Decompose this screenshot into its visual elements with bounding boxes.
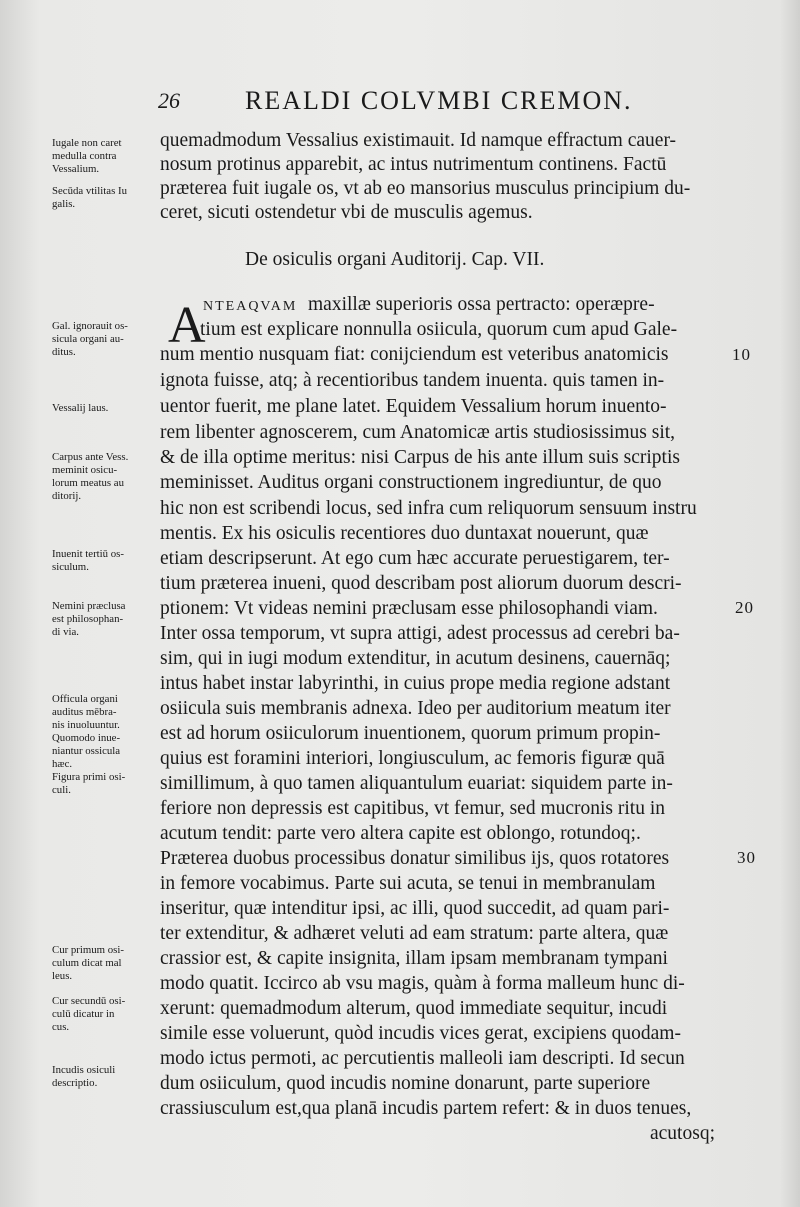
text-line: maxillæ superioris ossa pertracto: operæpre-: [308, 294, 655, 315]
margin-note: Carpus ante Vess. meminit osicu- lorum meatus au ditorij.: [52, 451, 129, 502]
text-line: est ad horum osiiculorum inuentionem, quorum primum propin-: [160, 723, 661, 744]
margin-note: Gal. ignorauit os- sicula organi au- ditus.: [52, 320, 128, 358]
text-line: feriore non depressis est capitibus, vt femur, sed mucronis ritu in: [160, 798, 666, 819]
text-line: acutum tendit: parte vero altera capite est oblongo, rotundoq;.: [160, 823, 641, 844]
text-line: ceret, sicuti ostendetur vbi de musculis agemus.: [160, 202, 533, 223]
page-header: [150, 86, 650, 122]
text-line: & de illa optime meritus: nisi Carpus de his ante illum suis scriptis: [160, 447, 680, 468]
margin-note: Iugale non caret medulla contra Vessalium.: [52, 137, 122, 175]
text-line: etiam descripserunt. At ego cum hæc accurate peruestigarem, ter-: [160, 548, 670, 569]
text-line: mentis. Ex his osiculis recentiores duo duntaxat nouerunt, quæ: [160, 523, 649, 544]
line-number: 20: [735, 598, 754, 617]
text-line: præterea fuit iugale os, vt ab eo mansorius musculus principium du-: [160, 178, 691, 199]
text-line: nosum protinus apparebit, ac intus nutrimentum continens. Factū: [160, 154, 667, 175]
text-line: hic non est scribendi locus, sed infra cum reliquorum sensuum instru: [160, 498, 697, 519]
text-line: intus habet instar labyrinthi, in cuius prope media regione adstant: [160, 673, 671, 694]
text-line: tium est explicare nonnulla osiicula, quorum cum apud Gale-: [200, 319, 678, 340]
text-line: simillimum, à quo tamen aliquantulum euariat: siquidem parte in-: [160, 773, 673, 794]
text-line: quemadmodum Vessalius existimauit. Id namque effractum cauer-: [160, 130, 677, 151]
margin-note: Cur secundū osi- culū dicatur in cus.: [52, 995, 126, 1033]
margin-note: Secūda vtilitas Iu galis.: [52, 185, 127, 210]
first-word-smallcaps: NTEAQVAM: [203, 299, 298, 314]
drop-capital: A: [168, 297, 206, 354]
catchword: acutosq;: [650, 1123, 715, 1144]
text-line: crassior est, & capite insignita, illam ipsam membranam tympani: [160, 948, 668, 969]
margin-note: Vessalij laus.: [52, 402, 109, 414]
margin-note: Nemini præclusa est philosophan- di via.: [52, 600, 126, 638]
text-line: uentor fuerit, me plane latet. Equidem Vessalium horum inuento-: [160, 396, 667, 417]
text-line: simile esse voluerunt, quòd incudis vices gerat, excipiens quodam-: [160, 1023, 681, 1044]
text-line: xerunt: quemadmodum alterum, quod immediate sequitur, incudi: [160, 998, 668, 1019]
margin-note: Incudis osiculi descriptio.: [52, 1064, 116, 1089]
text-line: osiicula suis membranis adnexa. Ideo per auditorium meatum iter: [160, 698, 671, 719]
chapter-heading: De osiculis organi Auditorij. Cap. VII.: [245, 249, 545, 270]
margin-note: Officula organi auditus mēbra- nis inuoluuntur. Quomodo inue- niantur ossicula hæc. Figura primi osi- culi.: [52, 693, 126, 796]
text-line: tium præterea inueni, quod describam post aliorum duorum descri-: [160, 573, 682, 594]
line-number: 30: [737, 848, 756, 867]
text-line: ter extenditur, & adhæret veluti ad eam stratum: parte altera, quæ: [160, 923, 669, 944]
text-line: Inter ossa temporum, vt supra attigi, adest processus ad cerebri ba-: [160, 623, 680, 644]
text-line: in femore vocabimus. Parte sui acuta, se tenui in membranulam: [160, 873, 656, 894]
text-line: ptionem: Vt videas nemini præclusam esse philosophandi viam.: [160, 598, 658, 619]
text-line: sim, qui in iugi modum extenditur, in acutum desinens, cauernāq;: [160, 648, 671, 669]
running-title: REALDI COLVMBI CREMON.: [245, 86, 633, 115]
margin-note: Inuenit tertiū os- siculum.: [52, 548, 124, 573]
text-line: quius est foramini interiori, longiusculum, ac femoris figuræ quā: [160, 748, 665, 769]
text-line: num mentio nusquam fiat: conijciendum est veteribus anatomicis: [160, 344, 669, 365]
text-line: meminisset. Auditus organi constructionem ingrediuntur, de quo: [160, 472, 662, 493]
line-number: 10: [732, 345, 751, 364]
text-line: modo ictus permoti, ac percutientis malleoli iam descripti. Id secun: [160, 1048, 685, 1069]
page-number: 26: [158, 88, 180, 113]
text-line: inseritur, quæ intenditur ipsi, ac illi, quod succedit, ad quam pari-: [160, 898, 670, 919]
text-line: ignota fuisse, atq; à recentioribus tandem inuenta. quis tamen in-: [160, 370, 665, 391]
text-line: Præterea duobus processibus donatur similibus ijs, quos rotatores: [160, 848, 670, 869]
text-line: rem libenter agnoscerem, cum Anatomicæ artis studiosissimus sit,: [160, 422, 676, 443]
text-line: modo quatit. Iccirco ab vsu magis, quàm à forma malleum hunc di-: [160, 973, 685, 994]
text-line: crassiusculum est,qua planā incudis partem refert: & in duos tenues,: [160, 1098, 692, 1119]
text-line: dum osiiculum, quod incudis nomine donarunt, parte superiore: [160, 1073, 651, 1094]
margin-note: Cur primum osi- culum dicat mal leus.: [52, 944, 124, 982]
